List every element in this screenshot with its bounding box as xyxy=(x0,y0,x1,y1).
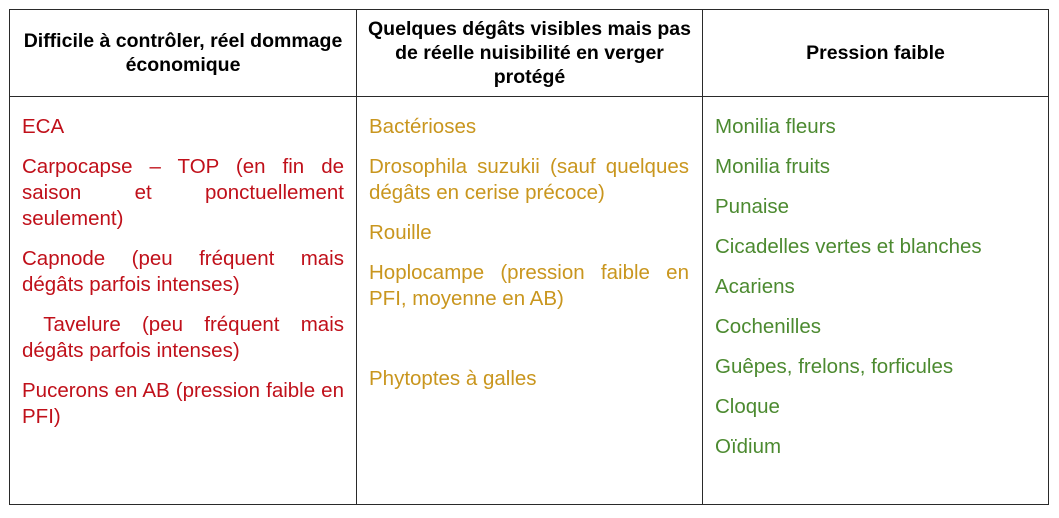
header-difficult-to-control: Difficile à contrôler, réel dommage économique xyxy=(23,30,343,76)
list-item: Bactérioses xyxy=(369,115,477,138)
list-item: Monilia fruits xyxy=(715,155,831,178)
list-item: Guêpes, frelons, forficules xyxy=(715,355,954,378)
list-item: Pucerons en AB (pression faible en PFI) xyxy=(22,379,344,428)
list-item: Punaise xyxy=(715,195,790,218)
column-low-pressure xyxy=(715,97,1037,504)
list-item: Carpocapse – TOP (en fin de saison et ponctuellement seulement) xyxy=(22,155,344,230)
list-item: Cloque xyxy=(715,395,780,418)
list-item: Acariens xyxy=(715,275,795,298)
list-item: Hoplocampe (pression faible en PFI, moyenne en AB) xyxy=(369,261,689,310)
list-item: Oïdium xyxy=(715,435,782,458)
list-item: Rouille xyxy=(369,221,432,244)
pest-pressure-table xyxy=(9,9,1049,505)
list-item: Capnode (peu fréquent mais dégâts parfois intenses) xyxy=(22,247,344,296)
column-some-visible-damage xyxy=(369,97,689,504)
header-low-pressure: Pression faible xyxy=(806,42,945,64)
list-item: Phytoptes à galles xyxy=(369,367,537,390)
list-item: Tavelure (peu fréquent mais dégâts parfois intenses) xyxy=(22,313,350,362)
header-some-visible-damage: Quelques dégâts visibles mais pas de réelle nuisibilité en verger protégé xyxy=(368,18,691,88)
list-item: ECA xyxy=(22,115,65,138)
list-item: Cochenilles xyxy=(715,315,821,338)
list-item: Monilia fleurs xyxy=(715,115,836,138)
list-item: Drosophila suzukii (sauf quelques dégâts en cerise précoce) xyxy=(369,155,689,204)
list-item: Cicadelles vertes et blanches xyxy=(715,235,982,258)
column-difficult-to-control xyxy=(22,97,350,504)
